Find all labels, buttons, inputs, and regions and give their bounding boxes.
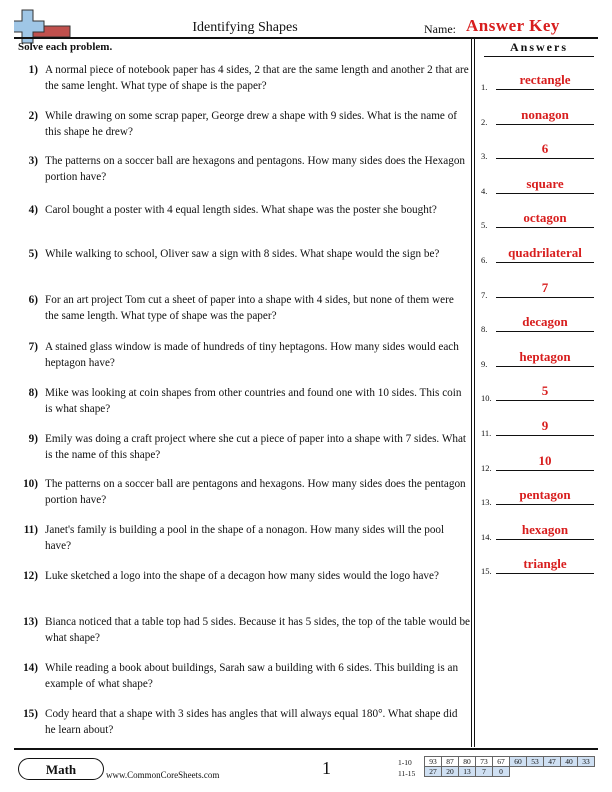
answer-line (496, 435, 594, 436)
answer-line (496, 400, 594, 401)
score-cell: 13 (459, 767, 476, 777)
answer-key-label: Answer Key (466, 16, 560, 35)
question-text: Mike was looking at coin shapes from other countries and found one with 10 sides. This coin is what shape? (45, 387, 462, 415)
score-cell: 60 (510, 757, 527, 767)
question-number: 2) (28, 110, 38, 122)
score-cell: 73 (476, 757, 493, 767)
question-item (18, 661, 470, 692)
question-number: 6) (28, 294, 38, 306)
answer-line (496, 539, 594, 540)
answer-line (496, 124, 594, 125)
question-text: While walking to school, Oliver saw a sign with 8 sides. What shape would the sign be? (45, 248, 440, 260)
question-item (18, 707, 470, 738)
answer-number: 11. (481, 428, 492, 438)
score-cell: 53 (527, 757, 544, 767)
question-item (18, 293, 470, 324)
question-item (18, 615, 470, 646)
score-cell: 27 (425, 767, 442, 777)
answer-number: 10. (481, 393, 492, 404)
score-cell: 7 (476, 767, 493, 777)
answer-number: 9. (481, 358, 488, 369)
question-item (18, 247, 470, 263)
score-row (425, 757, 595, 767)
score-cell: 80 (459, 757, 476, 767)
answer-line (496, 504, 594, 505)
answer-number: 8. (481, 324, 488, 335)
answer-line (496, 193, 594, 194)
name-label: Name: (424, 22, 456, 36)
question-item (18, 432, 470, 463)
question-number: 1) (28, 64, 38, 76)
question-item (18, 386, 470, 417)
header-divider (14, 37, 598, 39)
answer-line (496, 366, 594, 367)
question-number: 5) (28, 248, 38, 260)
question-item (18, 523, 470, 554)
score-row-label: 1-10 (398, 758, 412, 767)
score-cell: 67 (493, 757, 510, 767)
answer-number: 2. (481, 116, 488, 127)
site-url: www.CommonCoreSheets.com (106, 770, 220, 780)
answer-value: pentagon (519, 487, 571, 503)
question-text: The patterns on a soccer ball are hexagons and pentagons. How many sides does the Hexagon portion have? (45, 155, 466, 183)
question-item (18, 109, 470, 140)
question-number: 12) (23, 570, 38, 582)
answer-line (496, 573, 594, 574)
answer-number: 14. (481, 531, 492, 542)
footer-divider (14, 748, 598, 750)
page-number: 1 (322, 758, 331, 778)
score-row-labels (398, 757, 415, 779)
answer-number: 5. (481, 220, 488, 231)
question-number: 11) (23, 524, 38, 536)
answer-value: nonagon (521, 106, 569, 122)
question-text: While drawing on some scrap paper, George drew a shape with 9 sides. What is the name of this shape he drew? (45, 110, 458, 138)
answer-line (496, 262, 594, 263)
answer-value: 6 (541, 141, 549, 157)
answer-value: 5 (541, 383, 549, 399)
answer-value: octagon (523, 210, 567, 226)
score-row (425, 767, 595, 777)
question-number: 10) (23, 478, 38, 490)
question-text: Bianca noticed that a table top had 5 sides. Because it has 5 sides, the top of the table would be what shape? (45, 616, 471, 644)
question-text: Cody heard that a shape with 3 sides has angles that will always equal 180°. What shape did he learn about? (45, 708, 458, 736)
score-cell: 47 (544, 757, 561, 767)
answer-value: triangle (523, 556, 567, 572)
score-table (424, 756, 595, 777)
question-text: A stained glass window is made of hundreds of tiny heptagons. How many sides would each heptagon have? (45, 341, 459, 369)
question-item (18, 477, 470, 508)
question-number: 8) (28, 387, 38, 399)
question-item (18, 63, 470, 94)
score-cell: 87 (442, 757, 459, 767)
question-item (18, 340, 470, 371)
question-number: 4) (28, 204, 38, 216)
answer-number: 3. (481, 151, 488, 162)
answers-heading: Answers (510, 40, 568, 54)
question-number: 7) (28, 341, 38, 353)
answer-value: rectangle (519, 72, 571, 87)
question-number: 13) (23, 616, 38, 628)
answer-value: quadrilateral (508, 245, 582, 260)
answer-value: square (526, 175, 564, 191)
question-number: 3) (28, 155, 38, 167)
answer-line (496, 227, 594, 228)
question-number: 9) (28, 433, 38, 445)
answer-number: 15. (481, 566, 492, 577)
question-item (18, 154, 470, 185)
answer-line (496, 331, 594, 332)
answer-number: 7. (481, 289, 488, 300)
answers-heading-underline (484, 56, 594, 57)
instructions: Solve each problem. (18, 41, 113, 53)
answer-number: 4. (481, 185, 488, 196)
answer-line (496, 470, 594, 471)
worksheet-title: Identifying Shapes (192, 20, 298, 35)
answer-line (496, 297, 594, 298)
answer-value: 10 (538, 452, 552, 468)
question-text: A normal piece of notebook paper has 4 sides, 2 that are the same length and another 2 that are the same lenght. What type of shape is the paper? (45, 64, 469, 92)
question-item (18, 203, 470, 219)
answer-number: 6. (481, 255, 488, 265)
question-text: Carol bought a poster with 4 equal length sides. What shape was the poster she bought? (45, 204, 437, 216)
answer-line (496, 89, 594, 90)
answer-value: hexagon (521, 521, 569, 537)
question-text: For an art project Tom cut a sheet of paper into a shape with 4 sides, but none of them were the same length. What type of shape was the paper? (45, 294, 454, 322)
question-text: While reading a book about buildings, Sarah saw a building with 6 sides. This building is an example of what shape? (45, 662, 459, 690)
score-cell: 0 (493, 767, 510, 777)
answer-number: 13. (481, 497, 492, 508)
score-cell: 33 (578, 757, 595, 767)
answer-line (496, 158, 594, 159)
answer-number: 1. (481, 82, 488, 92)
question-text: Janet's family is building a pool in the shape of a nonagon. How many sides will the pool have? (45, 524, 445, 552)
subject-badge: Math (18, 758, 104, 780)
answer-value: 7 (541, 279, 549, 295)
score-cell: 93 (425, 757, 442, 767)
question-number: 15) (23, 708, 38, 720)
question-number: 14) (23, 662, 38, 674)
score-cell: 40 (561, 757, 578, 767)
question-text: Emily was doing a craft project where she cut a piece of paper into a shape with 7 sides. What is the name of this shape? (45, 433, 467, 461)
question-item (18, 569, 470, 585)
question-text: Luke sketched a logo into the shape of a decagon how many sides would the logo have? (45, 570, 439, 582)
score-cell: 20 (442, 767, 459, 777)
question-text: The patterns on a soccer ball are pentagons and hexagons. How many sides does the pentagon portion have? (45, 478, 466, 506)
column-divider (471, 39, 475, 747)
answer-number: 12. (481, 462, 492, 473)
answer-value: 9 (541, 418, 549, 433)
answer-value: heptagon (519, 348, 571, 364)
answer-value: decagon (522, 314, 568, 330)
score-row-label: 11-15 (398, 769, 416, 778)
